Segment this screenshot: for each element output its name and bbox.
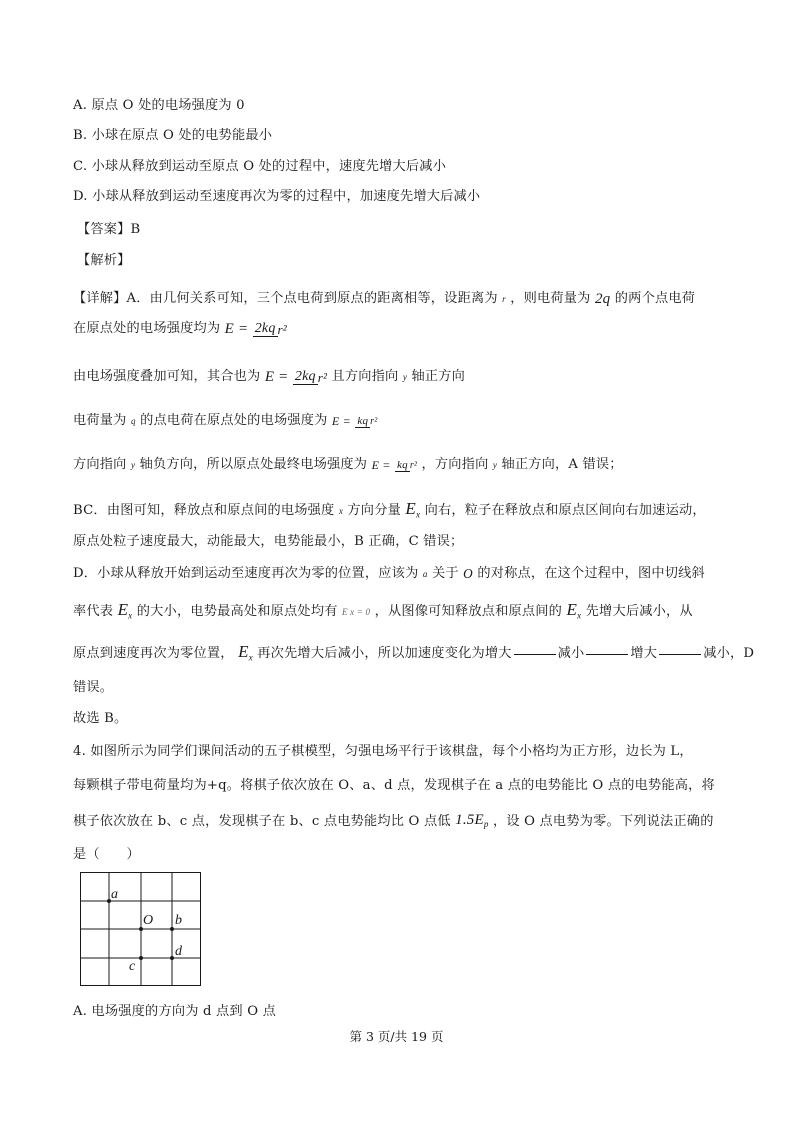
label-b: b	[175, 913, 182, 928]
label-c: c	[129, 959, 136, 974]
point-b-dot	[170, 927, 174, 931]
bc-line-2: 原点处粒子速度最大，动能最大，电势能最小，B 正确，C 错误；	[73, 534, 464, 549]
detail-line-1: 【详解】A．由几何关系可知，三个点电荷到原点的距离相等，设距离为 r ，则电荷量为 2q 的两个点电荷	[73, 291, 696, 307]
conclusion: 故选 B。	[73, 711, 128, 726]
q4-line-2: 每颗棋子带电荷量均为+q。将棋子依次放在 O、a、d 点，发现棋子在 a 点的电势能比 O 点的电势能高，将	[73, 778, 715, 793]
q3-option-c: C. 小球从释放到运动至原点 O 处的过程中，速度先增大后减小	[73, 159, 447, 174]
detail-line-5: 方向指向 y 轴负方向，所以原点处最终电场强度为 E = kq r² ，方向指向 y 轴正方向，A 错误；	[73, 457, 623, 472]
label-a: a	[111, 887, 118, 902]
label-O: O	[143, 913, 154, 928]
d-line-3: 原点到速度再次为零位置， $E_x$ 再次先增大后减小，所以加速度变化为增大 减小 增大 减小，D	[73, 642, 755, 663]
q4-line-4: 是（ ）	[73, 847, 140, 862]
d-line-2: 率代表 $E_x$ 的大小，电势最高处和原点处均有 E x = 0 ，从图像可知释放点和原点间的 $E_x$ 先增大后减小，从	[73, 600, 693, 621]
detail-line-3: 由电场强度叠加可知，其合也为 E = 2kq r² 且方向指向 y 轴正方向	[73, 368, 465, 386]
label-d: d	[175, 944, 182, 959]
fraction-2kq-r2: 2kq r²	[254, 320, 287, 338]
d-line-4: 错误。	[73, 680, 114, 695]
q3-option-b: B. 小球在原点 O 处的电势能最小	[73, 128, 273, 143]
point-c-dot	[139, 956, 143, 960]
analysis-label: 【解析】	[77, 253, 131, 268]
q3-option-d: D. 小球从释放到运动至速度再次为零的过程中，加速度先增大后减小	[73, 189, 481, 204]
q4-line-3: 棋子依次放在 b、c 点，发现棋子在 b、c 点电势能均比 O 点低 $1.5E_p$ ，设 O 点电势为零。下列说法正确的	[73, 811, 714, 829]
q4-option-a: A. 电场强度的方向为 d 点到 O 点	[73, 1004, 276, 1019]
q4-line-1: 4. 如图所示为同学们课间活动的五子棋模型，匀强电场平行于该棋盘，每个小格均为正方形，边长为 L，	[73, 744, 693, 759]
q3-option-a: A. 原点 O 处的电场强度为 0	[73, 98, 245, 113]
point-d-dot	[170, 956, 174, 960]
detail-line-4: 电荷量为 q 的点电荷在原点处的电场强度为 E = kq r²	[73, 413, 378, 428]
answer-label: 【答案】B	[77, 222, 141, 237]
gomoku-board-diagram	[80, 872, 205, 987]
page-footer: 第 3 页/共 19 页	[349, 1029, 444, 1044]
detail-line-2: 在原点处的电场强度均为 E = 2kq r²	[73, 320, 287, 338]
d-line-1: D．小球从释放开始到运动至速度再次为零的位置，应该为 a 关于 O 的对称点，在这个过程中，图中切线斜	[73, 566, 705, 581]
bc-line-1: BC．由图可知，释放点和原点间的电场强度 x 方向分量 $E_x$ 向右，粒子在释放点和原点区间向右加速运动，	[73, 499, 706, 520]
